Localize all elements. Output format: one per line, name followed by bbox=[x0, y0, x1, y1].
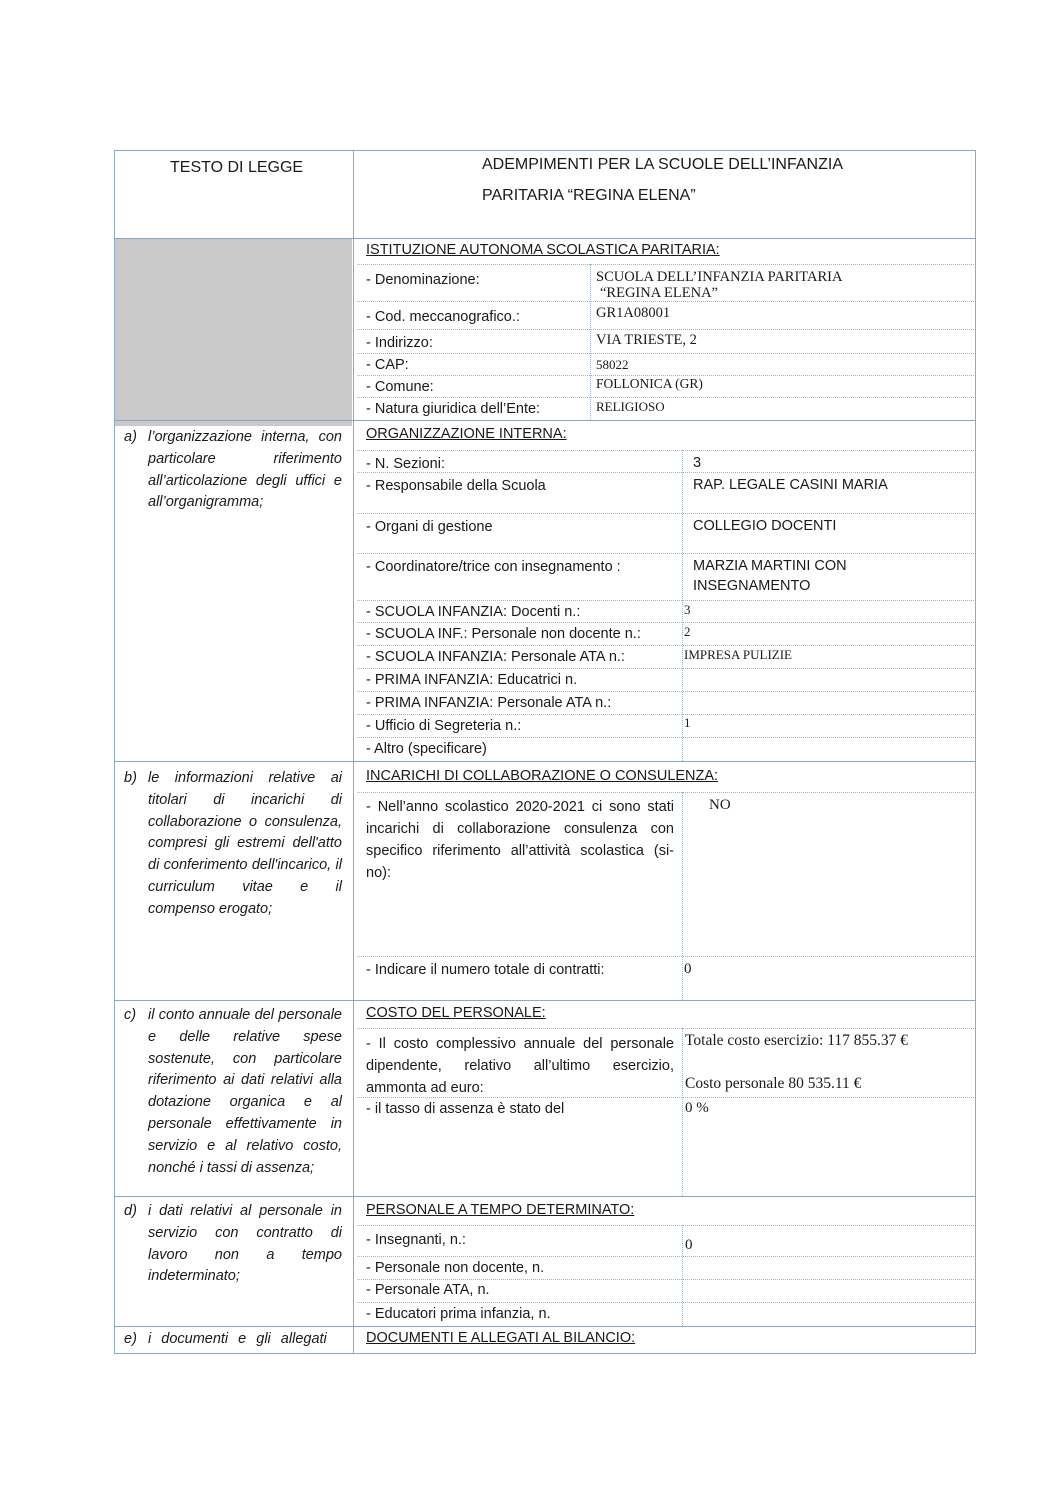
comune-value: FOLLONICA (GR) bbox=[596, 376, 703, 391]
row-line bbox=[357, 1097, 974, 1098]
educatori-td-label: - Educatori prima infanzia, n. bbox=[366, 1306, 551, 1322]
costo-complessivo-question: - Il costo complessivo annuale del personale dipendente, relativo all’ultimo esercizio, ammonta ad euro: bbox=[366, 1036, 674, 1096]
row-line bbox=[357, 397, 974, 398]
col-line bbox=[682, 1225, 683, 1326]
header-right-line2: PARITARIA “REGINA ELENA” bbox=[482, 187, 696, 204]
header-right-line1: ADEMPIMENTI PER LA SCUOLE DELL’INFANZIA bbox=[482, 156, 843, 173]
section-line bbox=[114, 1326, 976, 1327]
comune-label: - Comune: bbox=[366, 379, 434, 395]
istituzione-title: ISTITUZIONE AUTONOMA SCOLASTICA PARITARIA: bbox=[366, 242, 720, 258]
section-d-law-body: i dati relativi al personale in servizio con contratto di lavoro non a tempo indeterminato; bbox=[148, 1203, 342, 1285]
row-line bbox=[357, 668, 974, 669]
row-line bbox=[357, 1256, 974, 1257]
tempo-determinato-title: PERSONALE A TEMPO DETERMINATO: bbox=[366, 1202, 635, 1218]
non-docente-value: 2 bbox=[684, 624, 691, 639]
section-line bbox=[114, 1196, 976, 1197]
totale-costo-esercizio: Totale costo esercizio: 117 855.37 € bbox=[685, 1032, 909, 1049]
section-line bbox=[114, 1000, 976, 1001]
ata-value: IMPRESA PULIZIE bbox=[684, 647, 792, 662]
natura-giuridica-label: - Natura giuridica dell’Ente: bbox=[366, 401, 541, 417]
n-sezioni-label: - N. Sezioni: bbox=[366, 456, 445, 472]
row-line bbox=[357, 513, 974, 514]
indirizzo-label: - Indirizzo: bbox=[366, 335, 433, 351]
tasso-assenza-label: - il tasso di assenza è stato del bbox=[366, 1101, 565, 1117]
header-left-title: TESTO DI LEGGE bbox=[170, 159, 304, 176]
row-line bbox=[357, 1302, 974, 1303]
coordinatore-value: MARZIA MARTINI CON bbox=[693, 558, 847, 574]
responsabile-label: - Responsabile della Scuola bbox=[366, 478, 546, 494]
denominazione-label: - Denominazione: bbox=[366, 272, 480, 288]
row-line bbox=[357, 329, 974, 330]
section-a-law-body: l’organizzazione interna, con particolare riferimento all’articolazione degli uffici e all’organigramma; bbox=[148, 429, 342, 511]
insegnanti-value: 0 bbox=[685, 1237, 693, 1253]
section-d-law-text bbox=[124, 1201, 342, 1288]
numero-contratti-label: - Indicare il numero totale di contratti: bbox=[366, 962, 605, 978]
denominazione-value: SCUOLA DELL’INFANZIA PARITARIA bbox=[596, 269, 843, 285]
row-line bbox=[357, 1028, 974, 1029]
documenti-allegati-title: DOCUMENTI E ALLEGATI AL BILANCIO: bbox=[366, 1330, 636, 1346]
numero-contratti-value: 0 bbox=[684, 961, 692, 977]
costo-personale-value: Costo personale 80 535.11 € bbox=[685, 1075, 862, 1092]
section-b-law-text bbox=[124, 768, 342, 921]
incarichi-answer: NO bbox=[709, 797, 731, 813]
row-line bbox=[357, 353, 974, 354]
row-line bbox=[357, 622, 974, 623]
non-docente-td-label: - Personale non docente, n. bbox=[366, 1260, 545, 1276]
section-a-letter: a) bbox=[124, 429, 137, 445]
row-line bbox=[357, 792, 974, 793]
row-line bbox=[357, 450, 974, 451]
table-right-border bbox=[975, 150, 976, 1353]
segreteria-value: 1 bbox=[684, 715, 691, 730]
n-sezioni-value: 3 bbox=[693, 455, 702, 471]
row-line bbox=[357, 1279, 974, 1280]
prima-infanzia-ata-label: - PRIMA INFANZIA: Personale ATA n.: bbox=[366, 695, 612, 711]
section-d-letter: d) bbox=[124, 1203, 137, 1219]
educatrici-label: - PRIMA INFANZIA: Educatrici n. bbox=[366, 672, 578, 688]
row-line bbox=[357, 553, 974, 554]
row-line bbox=[357, 301, 974, 302]
section-c-law-text bbox=[124, 1005, 342, 1179]
section-e-letter: e) bbox=[124, 1331, 137, 1347]
organizzazione-title: ORGANIZZAZIONE INTERNA: bbox=[366, 426, 567, 442]
row-line bbox=[357, 472, 974, 473]
row-line bbox=[357, 1225, 974, 1226]
section-e-law-text bbox=[124, 1329, 342, 1351]
segreteria-label: - Ufficio di Segreteria n.: bbox=[366, 718, 522, 734]
tasso-assenza-value: 0 % bbox=[685, 1100, 709, 1116]
cap-label: - CAP: bbox=[366, 357, 409, 373]
section-e-law-body: i documenti e gli allegati bbox=[148, 1331, 327, 1347]
docenti-label: - SCUOLA INFANZIA: Docenti n.: bbox=[366, 604, 581, 620]
section-b-law-body: le informazioni relative ai titolari di incarichi di collaborazione o consulenza, compresi gli estremi dell'atto di conferimento dell'incarico, il curriculum vitae e il compenso erogato; bbox=[148, 770, 342, 917]
incarichi-question: - Nell’anno scolastico 2020-2021 ci sono stati incarichi di collaborazione consulenza con specifico riferimento all’attività scolastica (si-no): bbox=[366, 799, 674, 881]
ata-td-label: - Personale ATA, n. bbox=[366, 1282, 490, 1298]
non-docente-label: - SCUOLA INF.: Personale non docente n.: bbox=[366, 626, 641, 642]
col-line bbox=[682, 1028, 683, 1196]
section-c-law-body: il conto annuale del personale e delle relative spese sostenute, con particolare riferimento ai dati relativi alla dotazione organica e al personale effettivamente in servizio e al relativo costo, nonché i tassi di assenza; bbox=[148, 1007, 342, 1176]
row-line bbox=[357, 737, 974, 738]
costo-personale-title: COSTO DEL PERSONALE: bbox=[366, 1005, 546, 1021]
column-divider bbox=[353, 150, 354, 1353]
coordinatore-label: - Coordinatore/trice con insegnamento : bbox=[366, 559, 621, 575]
natura-giuridica-value: RELIGIOSO bbox=[596, 399, 665, 414]
table-bottom-border bbox=[114, 1353, 976, 1354]
row-line bbox=[357, 600, 974, 601]
cod-meccanografico-value: GR1A08001 bbox=[596, 305, 671, 321]
row-line bbox=[357, 714, 974, 715]
row-line bbox=[357, 645, 974, 646]
denominazione-value-2: “REGINA ELENA” bbox=[600, 285, 718, 301]
section-a-law-text bbox=[124, 427, 342, 514]
altro-label: - Altro (specificare) bbox=[366, 741, 487, 757]
ata-label: - SCUOLA INFANZIA: Personale ATA n.: bbox=[366, 649, 625, 665]
shaded-cell bbox=[115, 239, 352, 426]
section-b-letter: b) bbox=[124, 770, 137, 786]
coordinatore-value-2: INSEGNAMENTO bbox=[693, 578, 811, 594]
section-line bbox=[114, 761, 976, 762]
row-line bbox=[357, 691, 974, 692]
row-line bbox=[357, 956, 974, 957]
docenti-value: 3 bbox=[684, 602, 691, 617]
organi-gestione-label: - Organi di gestione bbox=[366, 519, 493, 535]
organi-gestione-value: COLLEGIO DOCENTI bbox=[693, 518, 837, 534]
section-c-letter: c) bbox=[124, 1007, 137, 1023]
incarichi-title: INCARICHI DI COLLABORAZIONE O CONSULENZA: bbox=[366, 768, 719, 784]
col-line bbox=[682, 792, 683, 1000]
table-top-border bbox=[114, 150, 976, 151]
responsabile-value: RAP. LEGALE CASINI MARIA bbox=[693, 477, 888, 493]
row-line bbox=[357, 264, 974, 265]
cap-value: 58022 bbox=[596, 357, 629, 372]
cod-meccanografico-label: - Cod. meccanografico.: bbox=[366, 309, 520, 325]
indirizzo-value: VIA TRIESTE, 2 bbox=[596, 332, 697, 348]
section-line bbox=[114, 420, 976, 421]
insegnanti-label: - Insegnanti, n.: bbox=[366, 1232, 466, 1248]
